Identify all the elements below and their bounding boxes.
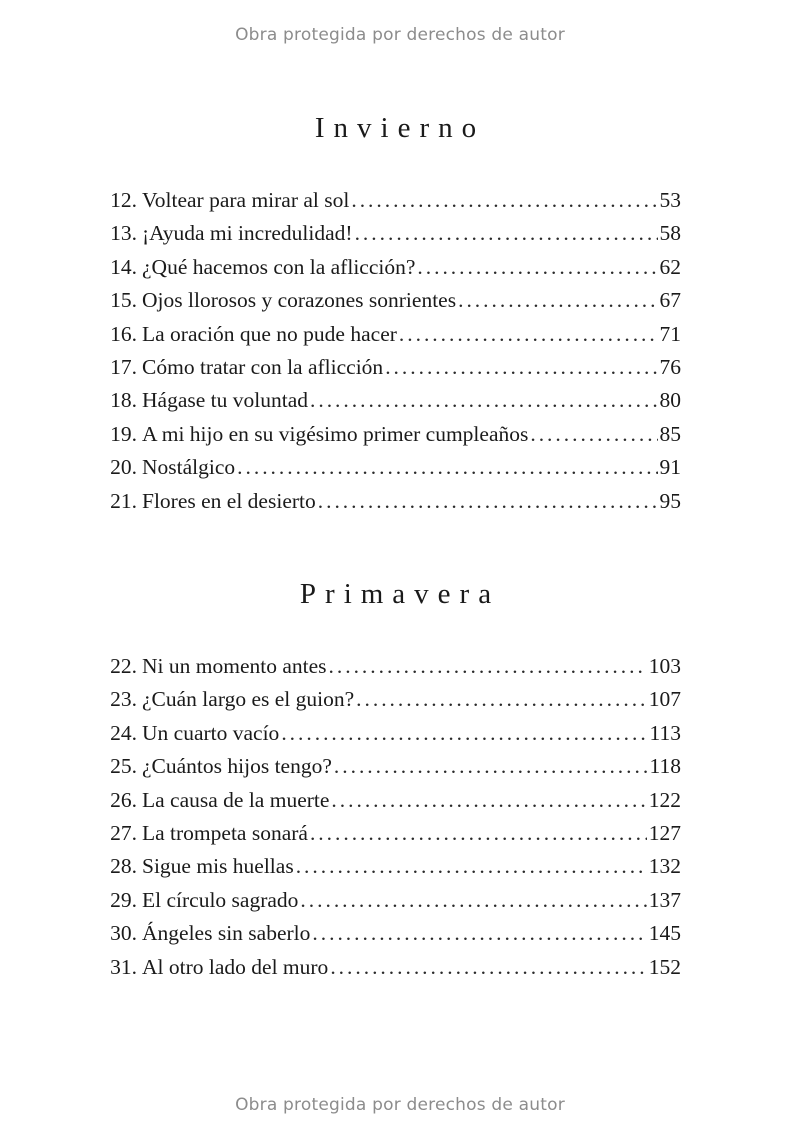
entry-title: Cómo tratar con la aflicción <box>142 354 384 379</box>
entry-page: 76 <box>659 354 681 379</box>
entry-title: A mi hijo en su vigésimo primer cumpleaños <box>142 421 529 446</box>
entry-number: 26. <box>110 787 137 812</box>
copyright-watermark-bottom: Obra protegida por derechos de autor <box>235 1095 565 1115</box>
entry-page: 127 <box>648 820 681 845</box>
entry-title: Voltear para mirar al sol <box>142 188 350 212</box>
entry-page: 107 <box>648 687 681 712</box>
entry-number: 13. <box>110 221 137 246</box>
dot-leader <box>296 850 647 883</box>
toc-entry <box>97 318 681 351</box>
toc-entry <box>97 217 681 250</box>
entry-page: 152 <box>648 954 681 979</box>
entry-page: 71 <box>659 321 681 346</box>
dot-leader <box>300 884 646 917</box>
entry-title: Sigue mis huellas <box>142 854 294 879</box>
dot-leader <box>356 683 647 716</box>
entry-number: 24. <box>110 720 137 745</box>
entry-page: 137 <box>648 887 681 912</box>
dot-leader <box>281 717 647 750</box>
toc-entry <box>97 284 681 317</box>
dot-leader <box>530 418 657 451</box>
entry-title: Ni un momento antes <box>142 654 327 678</box>
entry-title: La causa de la muerte <box>142 787 330 812</box>
entry-page: 122 <box>648 787 681 812</box>
entry-number: 18. <box>110 388 137 413</box>
entry-number: 21. <box>110 488 137 513</box>
toc-entry <box>97 451 681 484</box>
entry-title: Flores en el desierto <box>142 488 316 513</box>
entry-page: 95 <box>659 488 681 513</box>
entry-title: ¿Qué hacemos con la aflicción? <box>142 254 416 279</box>
toc-entry <box>97 817 681 850</box>
entry-title: La oración que no pude hacer <box>142 321 397 346</box>
entry-page: 113 <box>649 720 681 745</box>
toc-entry <box>97 717 681 750</box>
toc-list-primavera <box>97 650 681 984</box>
dot-leader <box>331 784 646 817</box>
entry-number: 30. <box>110 921 137 946</box>
entry-number: 27. <box>110 820 137 845</box>
toc-entry <box>97 418 681 451</box>
dot-leader <box>351 184 657 217</box>
dot-leader <box>329 650 647 683</box>
entry-title: ¡Ayuda mi incredulidad! <box>142 221 353 246</box>
toc-entry <box>97 850 681 883</box>
entry-title: El círculo sagrado <box>142 887 299 912</box>
entry-number: 29. <box>110 887 137 912</box>
dot-leader <box>355 217 658 250</box>
toc-entry <box>97 650 681 683</box>
entry-number: 15. <box>110 288 137 313</box>
toc-entry <box>97 683 681 716</box>
toc-entry <box>97 750 681 783</box>
entry-number: 16. <box>110 321 137 346</box>
entry-page: 53 <box>659 188 681 212</box>
entry-number: 12. <box>110 188 137 212</box>
dot-leader <box>385 351 657 384</box>
entry-page: 91 <box>659 455 681 480</box>
toc-list-invierno <box>97 184 681 518</box>
entry-number: 23. <box>110 687 137 712</box>
entry-number: 25. <box>110 754 137 779</box>
entry-title: Nostálgico <box>142 455 236 480</box>
entry-page: 103 <box>648 654 681 678</box>
entry-title: Un cuarto vacío <box>142 720 280 745</box>
entry-page: 62 <box>659 254 681 279</box>
toc-entry <box>97 384 681 417</box>
entry-page: 145 <box>648 921 681 946</box>
entry-title: ¿Cuántos hijos tengo? <box>142 754 332 779</box>
entry-title: Ángeles sin saberlo <box>142 921 311 946</box>
dot-leader <box>417 251 657 284</box>
dot-leader <box>310 384 658 417</box>
entry-number: 14. <box>110 254 137 279</box>
entry-number: 22. <box>110 654 137 678</box>
dot-leader <box>330 951 646 984</box>
entry-page: 58 <box>659 221 681 246</box>
dot-leader <box>237 451 657 484</box>
entry-title: Hágase tu voluntad <box>142 388 308 413</box>
entry-page: 132 <box>648 854 681 879</box>
entry-title: ¿Cuán largo es el guion? <box>142 687 355 712</box>
dot-leader <box>310 817 647 850</box>
section-title-invierno: Invierno <box>314 112 486 144</box>
copyright-watermark-top: Obra protegida por derechos de autor <box>235 25 565 45</box>
toc-entry <box>97 184 681 217</box>
toc-entry <box>97 351 681 384</box>
entry-title: La trompeta sonará <box>142 820 308 845</box>
entry-number: 19. <box>110 421 137 446</box>
entry-page: 80 <box>659 388 681 413</box>
section-title-primavera: Primavera <box>299 578 501 610</box>
entry-title: Al otro lado del muro <box>142 954 329 979</box>
toc-entry <box>97 485 681 518</box>
entry-page: 85 <box>659 421 681 446</box>
entry-number: 28. <box>110 854 137 879</box>
toc-entry <box>97 251 681 284</box>
dot-leader <box>334 750 648 783</box>
entry-number: 31. <box>110 954 137 979</box>
entry-number: 20. <box>110 455 137 480</box>
entry-page: 67 <box>659 288 681 313</box>
entry-number: 17. <box>110 354 137 379</box>
dot-leader <box>318 485 658 518</box>
toc-entry <box>97 884 681 917</box>
dot-leader <box>458 284 657 317</box>
toc-entry <box>97 784 681 817</box>
toc-entry <box>97 951 681 984</box>
entry-title: Ojos llorosos y corazones sonrientes <box>142 288 457 313</box>
entry-page: 118 <box>649 754 681 779</box>
dot-leader <box>312 917 646 950</box>
dot-leader <box>399 318 658 351</box>
toc-entry <box>97 917 681 950</box>
